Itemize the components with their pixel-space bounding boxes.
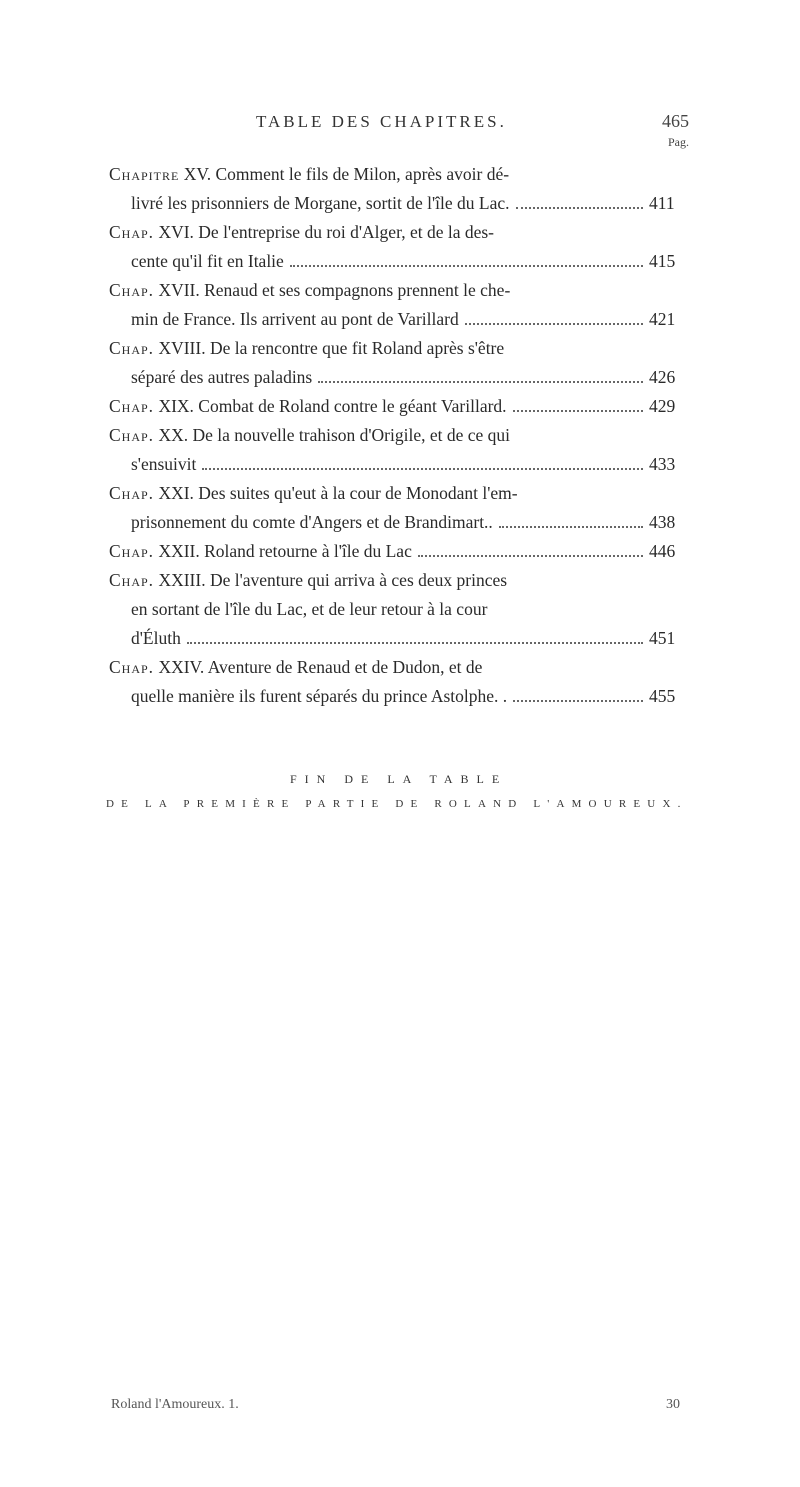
toc-text: XXII. Roland retourne à l'île du Lac: [158, 541, 412, 561]
chapter-label: Chap.: [109, 570, 155, 590]
chapter-label: Chap.: [109, 396, 155, 416]
toc-text: prisonnement du comte d'Angers et de Brandimart..: [131, 512, 493, 532]
toc-page-number: 415: [649, 251, 676, 271]
chapter-label: Chap.: [109, 222, 155, 242]
toc-line-text: [131, 189, 514, 218]
toc-line-text: [109, 222, 494, 242]
toc-line-text: [131, 599, 487, 619]
toc-text: XX. De la nouvelle trahison d'Origile, et de ce qui: [158, 425, 511, 445]
toc-text: cente qu'il fit en Italie: [131, 251, 284, 271]
toc-text: livré les prisonniers de Morgane, sortit de l'île du Lac.: [131, 193, 510, 213]
toc-line: [109, 653, 689, 682]
toc-entry: [109, 218, 689, 276]
toc-text: en sortant de l'île du Lac, et de leur retour à la cour: [131, 599, 488, 619]
toc-line: [109, 595, 689, 624]
toc-line-text: [109, 570, 507, 590]
chapter-label: Chap.: [109, 425, 155, 445]
toc-text: XIX. Combat de Roland contre le géant Varillard.: [158, 396, 507, 416]
toc-line-text: [131, 682, 511, 711]
toc-entry: [109, 537, 689, 566]
toc-line-text: [109, 392, 511, 421]
chapter-label: Chap.: [109, 657, 155, 677]
toc-page-number: 411: [649, 193, 675, 213]
toc-line: [109, 450, 689, 479]
toc-line: [109, 189, 689, 218]
toc-line-text: [109, 483, 518, 503]
dot-leader: [290, 265, 643, 267]
toc-line: [109, 421, 689, 450]
printer-signature: Roland l'Amoureux. 1.: [111, 1397, 239, 1412]
dot-leader: [187, 642, 643, 644]
toc-line: [109, 160, 689, 189]
toc-page-number: 433: [649, 454, 676, 474]
toc-line-text: [131, 508, 497, 537]
chapter-label: Chap.: [109, 338, 155, 358]
toc-page-number: 455: [649, 686, 676, 706]
toc-text: XVIII. De la rencontre que fit Roland après s'être: [158, 338, 505, 358]
toc-text: quelle manière ils furent séparés du prince Astolphe. .: [131, 686, 508, 706]
toc-entry: [109, 566, 689, 653]
toc-line: [109, 392, 689, 421]
chapter-label: Chap.: [109, 483, 155, 503]
toc-text: XXIII. De l'aventure qui arriva à ces deux princes: [158, 570, 508, 590]
toc-line: [109, 276, 689, 305]
dot-leader: [202, 468, 643, 470]
pag-column-label: Pag.: [668, 135, 689, 149]
toc-line: [109, 363, 689, 392]
chapter-label: Chap.: [109, 280, 155, 300]
toc-line: [109, 566, 689, 595]
toc-entry: [109, 160, 689, 218]
toc-page-number: 421: [649, 309, 676, 329]
toc-line: [109, 334, 689, 363]
dot-leader: [513, 700, 643, 702]
toc-line-text: [131, 247, 288, 276]
toc-entry: [109, 392, 689, 421]
toc-line-text: [109, 280, 510, 300]
dot-leader: [513, 410, 643, 412]
dot-leader: [418, 555, 643, 557]
toc-line: [109, 305, 689, 334]
toc-line-text: [109, 425, 510, 445]
toc-entry: [109, 421, 689, 479]
dot-leader: [516, 207, 644, 209]
page-number: 465: [662, 111, 689, 131]
toc-entry: [109, 334, 689, 392]
toc-line-text: [131, 305, 463, 334]
running-head: TABLE DES CHAPITRES.: [256, 112, 507, 131]
toc-entry: [109, 276, 689, 334]
dot-leader: [318, 381, 643, 383]
toc-line: [109, 247, 689, 276]
chapter-label: Chapitre: [109, 164, 180, 184]
toc-text: XV. Comment le fils de Milon, après avoir dé-: [183, 164, 510, 184]
toc-line: [109, 479, 689, 508]
chapter-label: Chap.: [109, 541, 155, 561]
toc-line-text: [109, 657, 482, 677]
toc-text: s'ensuivit: [131, 454, 197, 474]
toc-line: [109, 682, 689, 711]
dot-leader: [499, 526, 643, 528]
toc-line: [109, 624, 689, 653]
toc-page-number: 426: [649, 367, 676, 387]
toc-line-text: [131, 624, 185, 653]
toc-entry: [109, 653, 689, 711]
toc-text: XVII. Renaud et ses compagnons prennent le che-: [158, 280, 511, 300]
toc-text: XXI. Des suites qu'eut à la cour de Monodant l'em-: [158, 483, 518, 503]
toc-page-number: 446: [649, 541, 676, 561]
toc-text: XVI. De l'entreprise du roi d'Alger, et de la des-: [158, 222, 494, 242]
toc-line-text: [109, 338, 504, 358]
toc-line: [109, 218, 689, 247]
toc-text: d'Éluth: [131, 628, 181, 648]
dot-leader: [465, 323, 643, 325]
fin-de-la-table: FIN DE LA TABLE: [290, 772, 508, 786]
table-of-contents: [109, 160, 689, 711]
toc-line-text: [131, 363, 316, 392]
toc-page-number: 451: [649, 628, 676, 648]
toc-text: min de France. Ils arrivent au pont de Varillard: [131, 309, 459, 329]
toc-text: séparé des autres paladins: [131, 367, 313, 387]
toc-text: XXIV. Aventure de Renaud et de Dudon, et de: [158, 657, 483, 677]
toc-line: [109, 508, 689, 537]
closing-subtitle: DE LA PREMIÈRE PARTIE DE ROLAND L'AMOUREUX.: [106, 798, 688, 810]
signature-mark: 30: [666, 1397, 680, 1412]
toc-line-text: [131, 450, 200, 479]
toc-page-number: 438: [649, 512, 676, 532]
toc-line: [109, 537, 689, 566]
toc-entry: [109, 479, 689, 537]
toc-page-number: 429: [649, 396, 676, 416]
toc-line-text: [109, 537, 416, 566]
toc-line-text: [109, 164, 509, 184]
